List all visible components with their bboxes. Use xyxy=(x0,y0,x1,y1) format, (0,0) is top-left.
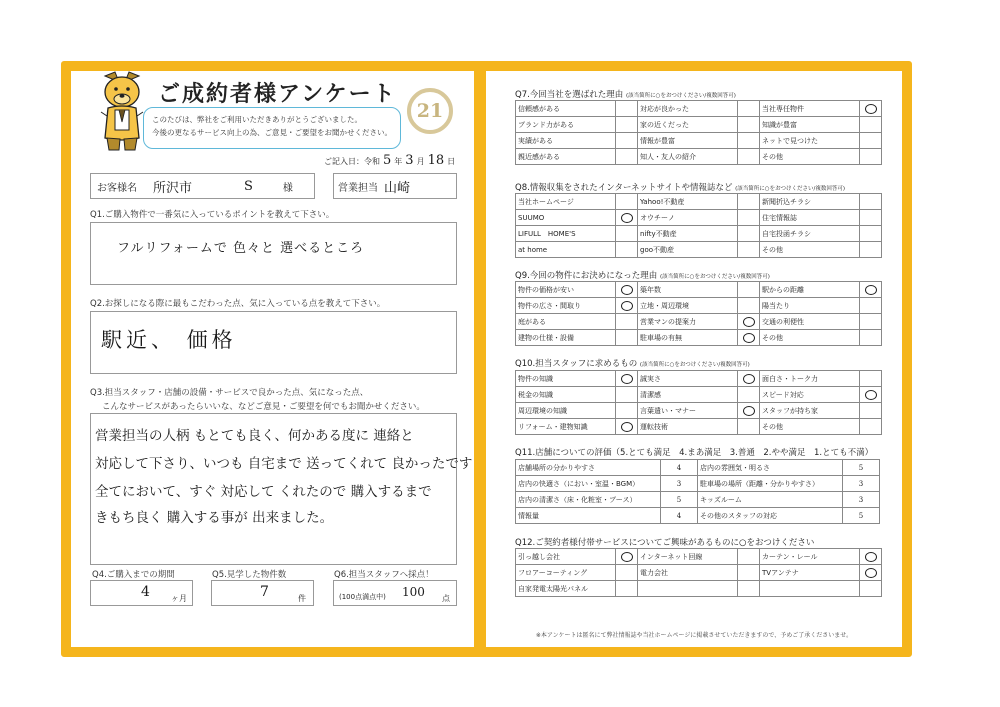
hand-drawn-circle-icon xyxy=(621,301,633,311)
q12-option-label: インターネット回線 xyxy=(638,549,738,565)
q11-table xyxy=(515,459,880,524)
q12-option-label: 電力会社 xyxy=(638,565,738,581)
q10-option-checkbox[interactable] xyxy=(616,403,638,419)
q7-table xyxy=(515,100,882,165)
q7-note: (該当箇所に○をおつけください/複数回答可) xyxy=(626,93,736,99)
q3-answer-line-3: 全てにおいて、すぐ 対応して くれたので 購入するまで xyxy=(95,484,432,500)
q12-question: Q12.ご契約者様付帯サービスについてご興味があるものに○をおつけください xyxy=(515,538,815,548)
q11-score[interactable]: 3 xyxy=(661,476,698,492)
q7-option-checkbox[interactable] xyxy=(738,117,760,133)
q12-option-checkbox[interactable] xyxy=(860,581,882,597)
staff-label: 営業担当 xyxy=(338,182,378,194)
q9-option-checkbox[interactable] xyxy=(738,282,760,298)
q8-question-text: Q8.情報収集をされたインターネットサイトや情報誌など xyxy=(515,183,733,193)
q10-question-text: Q10.担当スタッフに求めるもの xyxy=(515,359,638,369)
q10-option-checkbox[interactable] xyxy=(738,403,760,419)
q2-question: Q2.お探しになる際に最もこだわった点、気に入っている点を教えて下さい。 xyxy=(90,299,386,309)
hand-drawn-circle-icon xyxy=(865,104,877,114)
q10-option-checkbox[interactable] xyxy=(860,387,882,403)
q3-answer-box xyxy=(90,413,473,565)
q1-answer-box xyxy=(90,222,457,285)
q8-option-label: goo不動産 xyxy=(638,242,738,258)
q12-option-checkbox[interactable] xyxy=(738,549,760,565)
q12-row xyxy=(516,565,882,581)
q8-option-label: 住宅情報誌 xyxy=(760,210,860,226)
q8-option-label: SUUMO xyxy=(516,210,616,226)
q11-score[interactable]: 5 xyxy=(843,508,880,524)
q7-option-label: 実績がある xyxy=(516,133,616,149)
q10-option-label: 清潔感 xyxy=(638,387,738,403)
q11-item-label: 情報量 xyxy=(516,508,661,524)
date-year: 5 xyxy=(383,153,392,168)
q7-question xyxy=(515,88,736,100)
q8-note: (該当箇所に○をおつけください/複数回答可) xyxy=(735,186,846,192)
q7-option-checkbox[interactable] xyxy=(860,101,882,117)
q7-option-checkbox[interactable] xyxy=(860,133,882,149)
q2-answer: 駅近、 価格 xyxy=(101,328,237,352)
q10-note: (該当箇所に○をおつけください/複数回答可) xyxy=(639,362,750,368)
date-day: 18 xyxy=(427,153,445,168)
q8-option-label: LIFULL HOME'S xyxy=(516,226,616,242)
q7-question-text: Q7.今回当社を選ばれた理由 xyxy=(515,90,624,100)
date-year-unit: 年 xyxy=(394,157,403,166)
q10-option-label: 物件の知識 xyxy=(516,371,616,387)
q8-option-checkbox[interactable] xyxy=(616,242,638,258)
q7-option-label: 知人・友人の紹介 xyxy=(638,149,738,165)
q3-question-line-1: Q3.担当スタッフ・店舗の設備・サービスで良かった点、気になった点、 xyxy=(90,388,369,398)
q10-option-label: 税金の知識 xyxy=(516,387,616,403)
q8-option-checkbox[interactable] xyxy=(860,210,882,226)
q9-option-checkbox[interactable] xyxy=(860,330,882,346)
q12-option-checkbox[interactable] xyxy=(860,549,882,565)
hand-drawn-circle-icon xyxy=(621,374,633,384)
q10-option-label: 言葉遣い・マナー xyxy=(638,403,738,419)
hand-drawn-circle-icon xyxy=(865,568,877,578)
q9-note: (該当箇所に○をおつけください/複数回答可) xyxy=(660,274,770,280)
q9-option-checkbox[interactable] xyxy=(616,314,638,330)
q7-option-checkbox[interactable] xyxy=(738,149,760,165)
q8-row xyxy=(516,226,882,242)
q12-option-label xyxy=(638,581,738,597)
q10-table xyxy=(515,370,882,435)
q6-unit: 点 xyxy=(442,594,450,603)
q9-option-checkbox[interactable] xyxy=(616,298,638,314)
q12-option-checkbox[interactable] xyxy=(616,549,638,565)
q10-option-label: 面白さ・トーク力 xyxy=(760,371,860,387)
hand-drawn-circle-icon xyxy=(743,406,755,416)
q11-row xyxy=(516,492,880,508)
q8-option-checkbox[interactable] xyxy=(738,210,760,226)
q7-option-label: 当社専任物件 xyxy=(760,101,860,117)
century21-logo: 21 xyxy=(407,88,453,134)
q9-question xyxy=(515,269,770,281)
q11-item-label: 駐車場の場所（距離・分かりやすさ） xyxy=(698,476,843,492)
q12-option-label: 引っ越し会社 xyxy=(516,549,616,565)
q9-option-checkbox[interactable] xyxy=(738,298,760,314)
q12-option-checkbox[interactable] xyxy=(616,565,638,581)
q11-item-label: 店内の雰囲気・明るさ xyxy=(698,460,843,476)
hand-drawn-circle-icon xyxy=(865,552,877,562)
q11-score[interactable]: 3 xyxy=(843,476,880,492)
q8-option-checkbox[interactable] xyxy=(860,242,882,258)
q9-option-label: 物件の価格が安い xyxy=(516,282,616,298)
q10-question xyxy=(515,357,750,369)
hand-drawn-circle-icon xyxy=(621,285,633,295)
q9-row xyxy=(516,314,882,330)
q8-table xyxy=(515,193,882,258)
q9-option-label: 立地・周辺環境 xyxy=(638,298,738,314)
q7-option-label: 親近感がある xyxy=(516,149,616,165)
q10-option-checkbox[interactable] xyxy=(616,419,638,435)
q7-option-checkbox[interactable] xyxy=(860,149,882,165)
q9-option-label: 建物の仕様・設備 xyxy=(516,330,616,346)
q10-option-checkbox[interactable] xyxy=(616,387,638,403)
intro-bubble xyxy=(143,107,401,149)
q3-answer-line-1: 営業担当の人柄 もとても良く、何かある度に 連絡と xyxy=(95,428,414,444)
customer-suffix: 様 xyxy=(282,182,293,194)
q11-item-label: 店内の清潔さ（床・化粧室・ブース） xyxy=(516,492,661,508)
q11-question: Q11.店舗についての評価（5.とても満足 4.まあ満足 3.普通 2.やや満足 1.とても不満） xyxy=(515,448,874,458)
hand-drawn-circle-icon xyxy=(621,422,633,432)
q8-option-checkbox[interactable] xyxy=(738,226,760,242)
q8-option-label: nifty不動産 xyxy=(638,226,738,242)
q7-option-label: 家の近くだった xyxy=(638,117,738,133)
q9-option-label: 物件の広さ・間取り xyxy=(516,298,616,314)
q10-option-checkbox[interactable] xyxy=(860,371,882,387)
staff-box xyxy=(333,173,457,199)
q8-option-label: 当社ホームページ xyxy=(516,194,616,210)
q11-row xyxy=(516,460,880,476)
q4-unit: ヶ月 xyxy=(171,594,187,603)
q12-option-label: カーテン・レール xyxy=(760,549,860,565)
q11-item-label: 店内の快適さ（におい・室温・BGM） xyxy=(516,476,661,492)
q7-option-label: ブランド力がある xyxy=(516,117,616,133)
q12-option-label: TVアンテナ xyxy=(760,565,860,581)
q9-option-label: 駅からの距離 xyxy=(760,282,860,298)
q7-option-label: ネットで見つけた xyxy=(760,133,860,149)
q2-answer-box xyxy=(90,311,457,374)
q1-question: Q1.ご購入物件で一番気に入っているポイントを教えて下さい。 xyxy=(90,210,335,220)
q6-box xyxy=(333,580,457,606)
q6-value: 100 xyxy=(402,585,425,599)
q10-option-label: スピード対応 xyxy=(760,387,860,403)
q7-option-label: 知識が豊富 xyxy=(760,117,860,133)
q4-box xyxy=(90,580,193,606)
q8-option-label: 新聞折込チラシ xyxy=(760,194,860,210)
q12-table xyxy=(515,548,882,597)
q8-option-checkbox[interactable] xyxy=(616,226,638,242)
q8-row xyxy=(516,210,882,226)
q8-option-label: オウチーノ xyxy=(638,210,738,226)
q10-option-checkbox[interactable] xyxy=(738,387,760,403)
center-divider xyxy=(474,68,486,650)
q9-option-label: 庭がある xyxy=(516,314,616,330)
q10-option-checkbox[interactable] xyxy=(860,419,882,435)
q4-label: Q4.ご購入までの期間 xyxy=(92,570,175,580)
q9-row xyxy=(516,282,882,298)
staff-name: 山崎 xyxy=(384,180,411,196)
hand-drawn-circle-icon xyxy=(743,374,755,384)
q8-option-checkbox[interactable] xyxy=(616,194,638,210)
q9-option-checkbox[interactable] xyxy=(738,314,760,330)
q8-option-label: at home xyxy=(516,242,616,258)
intro-line-1: このたびは、弊社をご利用いただきありがとうございました。 xyxy=(152,115,362,124)
q10-row xyxy=(516,403,882,419)
q9-option-checkbox[interactable] xyxy=(860,282,882,298)
q10-row xyxy=(516,387,882,403)
q7-option-checkbox[interactable] xyxy=(860,117,882,133)
footer-note: ※本アンケートは匿名にて弊社情報誌や当社ホームページに掲載させていただきますので、予めご了承くださいませ。 xyxy=(535,632,853,639)
hand-drawn-circle-icon xyxy=(621,213,633,223)
q8-option-label: 自宅投函チラシ xyxy=(760,226,860,242)
q12-row xyxy=(516,549,882,565)
date-month-unit: 月 xyxy=(416,157,425,166)
q8-option-label: Yahoo!不動産 xyxy=(638,194,738,210)
q12-row xyxy=(516,581,882,597)
q8-option-checkbox[interactable] xyxy=(860,226,882,242)
q9-option-checkbox[interactable] xyxy=(860,298,882,314)
q9-row xyxy=(516,298,882,314)
q7-option-checkbox[interactable] xyxy=(616,149,638,165)
q10-option-label: 誠実さ xyxy=(638,371,738,387)
q12-option-label xyxy=(760,581,860,597)
q9-option-label: 駐車場の有無 xyxy=(638,330,738,346)
q7-option-checkbox[interactable] xyxy=(738,101,760,117)
q10-option-checkbox[interactable] xyxy=(738,419,760,435)
q11-item-label: その他のスタッフの対応 xyxy=(698,508,843,524)
q6-label: Q6.担当スタッフへ採点！ xyxy=(334,570,434,580)
q8-option-checkbox[interactable] xyxy=(738,194,760,210)
q7-row xyxy=(516,101,882,117)
q9-option-checkbox[interactable] xyxy=(738,330,760,346)
q7-option-label: 情報が豊富 xyxy=(638,133,738,149)
q12-option-label: 自家発電太陽光パネル xyxy=(516,581,616,597)
q9-option-label: 陽当たり xyxy=(760,298,860,314)
customer-city: 所沢市 xyxy=(153,180,193,196)
q7-row xyxy=(516,133,882,149)
customer-label: お客様名 xyxy=(97,182,137,194)
q10-option-label: 周辺環境の知識 xyxy=(516,403,616,419)
q9-question-text: Q9.今回の物件にお決めになった理由 xyxy=(515,271,658,281)
date-line xyxy=(324,153,455,168)
q12-option-checkbox[interactable] xyxy=(738,581,760,597)
q10-option-label: スタッフが持ち家 xyxy=(760,403,860,419)
q11-score[interactable]: 4 xyxy=(661,508,698,524)
q8-option-checkbox[interactable] xyxy=(860,194,882,210)
q10-option-checkbox[interactable] xyxy=(860,403,882,419)
survey-title: ご成約者様アンケート xyxy=(158,82,397,107)
q5-unit: 件 xyxy=(298,594,306,603)
q10-option-checkbox[interactable] xyxy=(616,371,638,387)
q9-option-label: 築年数 xyxy=(638,282,738,298)
q8-row xyxy=(516,194,882,210)
q11-item-label: キッズルーム xyxy=(698,492,843,508)
q9-option-checkbox[interactable] xyxy=(616,330,638,346)
q9-option-label: 交通の利便性 xyxy=(760,314,860,330)
customer-initial: S xyxy=(244,178,253,194)
q6-prefix: (100点満点中) xyxy=(339,593,386,601)
date-label: ご記入日：令和 xyxy=(324,157,380,166)
q5-label: Q5.見学した物件数 xyxy=(212,570,287,580)
q9-table xyxy=(515,281,882,346)
q7-option-label: 信頼感がある xyxy=(516,101,616,117)
q12-option-checkbox[interactable] xyxy=(860,565,882,581)
q9-option-checkbox[interactable] xyxy=(616,282,638,298)
q3-answer-line-2: 対応して下さり、いつも 自宅まで 送ってくれて 良かったです xyxy=(95,456,473,472)
q7-row xyxy=(516,149,882,165)
q5-value: 7 xyxy=(260,584,269,600)
q8-option-label: その他 xyxy=(760,242,860,258)
q9-option-checkbox[interactable] xyxy=(860,314,882,330)
q10-row xyxy=(516,419,882,435)
q8-option-checkbox[interactable] xyxy=(738,242,760,258)
q3-answer-line-4: きもち良く 購入する事が 出来ました。 xyxy=(95,510,334,526)
q10-row xyxy=(516,371,882,387)
q10-option-label: リフォーム・建物知識 xyxy=(516,419,616,435)
q9-option-label: その他 xyxy=(760,330,860,346)
q9-row xyxy=(516,330,882,346)
hand-drawn-circle-icon xyxy=(865,285,877,295)
q4-value: 4 xyxy=(141,584,150,600)
q7-option-checkbox[interactable] xyxy=(616,117,638,133)
q11-row xyxy=(516,508,880,524)
hand-drawn-circle-icon xyxy=(743,317,755,327)
date-day-unit: 日 xyxy=(447,157,456,166)
q7-option-label: 対応が良かった xyxy=(638,101,738,117)
q11-item-label: 店舗場所の分かりやすさ xyxy=(516,460,661,476)
q7-option-checkbox[interactable] xyxy=(616,133,638,149)
customer-name-box xyxy=(90,173,315,199)
hand-drawn-circle-icon xyxy=(621,552,633,562)
q12-option-checkbox[interactable] xyxy=(616,581,638,597)
q10-option-label: 運転技術 xyxy=(638,419,738,435)
date-month: 3 xyxy=(405,153,414,168)
q10-option-label: その他 xyxy=(760,419,860,435)
q11-score[interactable]: 4 xyxy=(661,460,698,476)
q5-box xyxy=(211,580,314,606)
q7-option-checkbox[interactable] xyxy=(616,101,638,117)
q8-option-checkbox[interactable] xyxy=(616,210,638,226)
q11-score[interactable]: 5 xyxy=(843,460,880,476)
q11-row xyxy=(516,476,880,492)
q7-row xyxy=(516,117,882,133)
q1-answer: フルリフォームで 色々と 選べるところ xyxy=(117,241,365,256)
q8-question xyxy=(515,181,845,193)
q8-row xyxy=(516,242,882,258)
q12-option-label: フロアーコーティング xyxy=(516,565,616,581)
q10-option-checkbox[interactable] xyxy=(738,371,760,387)
q11-score[interactable]: 3 xyxy=(843,492,880,508)
q12-option-checkbox[interactable] xyxy=(738,565,760,581)
q11-score[interactable]: 5 xyxy=(661,492,698,508)
q3-question-line-2: こんなサービスがあったらいいな、などご意見・ご要望を何でもお聞かせください。 xyxy=(102,402,425,412)
intro-line-2: 今後の更なるサービス向上の為、ご意見・ご要望をお聞かせください。 xyxy=(152,128,392,137)
q9-option-label: 営業マンの提案力 xyxy=(638,314,738,330)
hand-drawn-circle-icon xyxy=(865,390,877,400)
hand-drawn-circle-icon xyxy=(743,333,755,343)
q7-option-label: その他 xyxy=(760,149,860,165)
q7-option-checkbox[interactable] xyxy=(738,133,760,149)
